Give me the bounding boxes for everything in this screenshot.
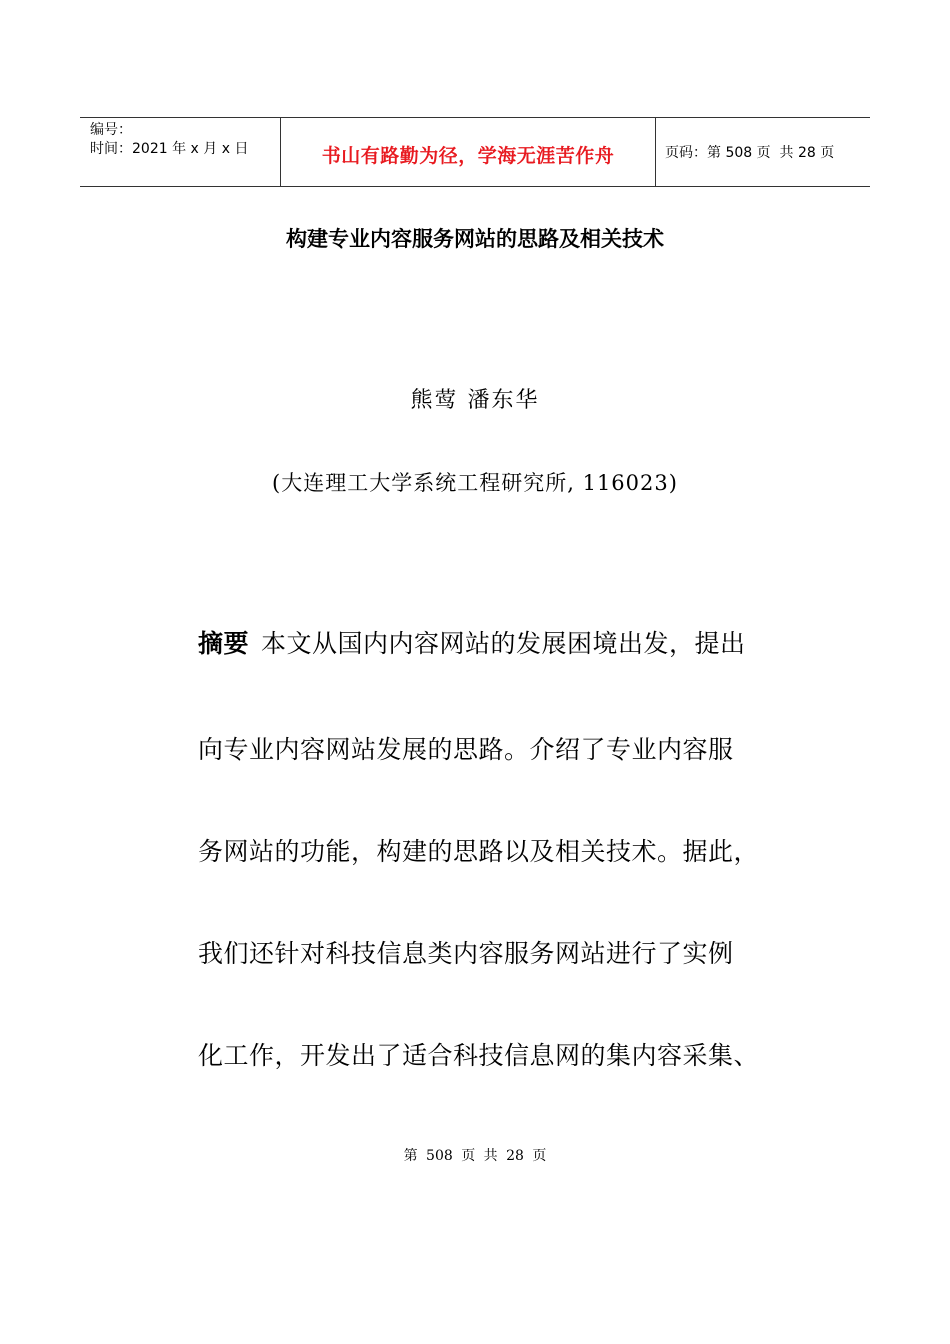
motto-text: 书山有路勤为径，学海无涯苦作舟 <box>321 144 615 167</box>
header-meta-cell <box>80 118 281 186</box>
abstract-line-3: 务网站的功能，构建的思路以及相关技术。据此， <box>198 837 760 866</box>
abstract-line-2: 向专业内容网站发展的思路。介绍了专业内容服 <box>198 735 734 764</box>
affiliation: (大连理工大学系统工程研究所, 116023) <box>272 471 678 495</box>
abstract-label: 摘要 <box>198 629 250 658</box>
abstract-line-1 <box>198 624 746 660</box>
abstract-line-5: 化工作，开发出了适合科技信息网的集内容采集、 <box>198 1041 760 1070</box>
abstract-text: 本文从国内内容网站的发展困境出发，提出 <box>261 629 746 658</box>
time-label: 时间：2021 年 x 月 x 日 <box>90 141 249 157</box>
authors: 熊莺 潘东华 <box>410 388 540 413</box>
page-info <box>665 142 834 162</box>
abstract-line-4: 我们还针对科技信息类内容服务网站进行了实例 <box>198 939 734 968</box>
page-footer: 第 508 页 共 28 页 <box>403 1148 547 1164</box>
header-page-cell <box>656 118 870 186</box>
number-label: 编号： <box>90 122 132 138</box>
document-title: 构建专业内容服务网站的思路及相关技术 <box>286 227 664 251</box>
document-header <box>80 117 870 187</box>
page-info-text: 页码：第 508 页 共 28 页 <box>665 145 835 161</box>
header-motto-cell <box>281 118 656 186</box>
